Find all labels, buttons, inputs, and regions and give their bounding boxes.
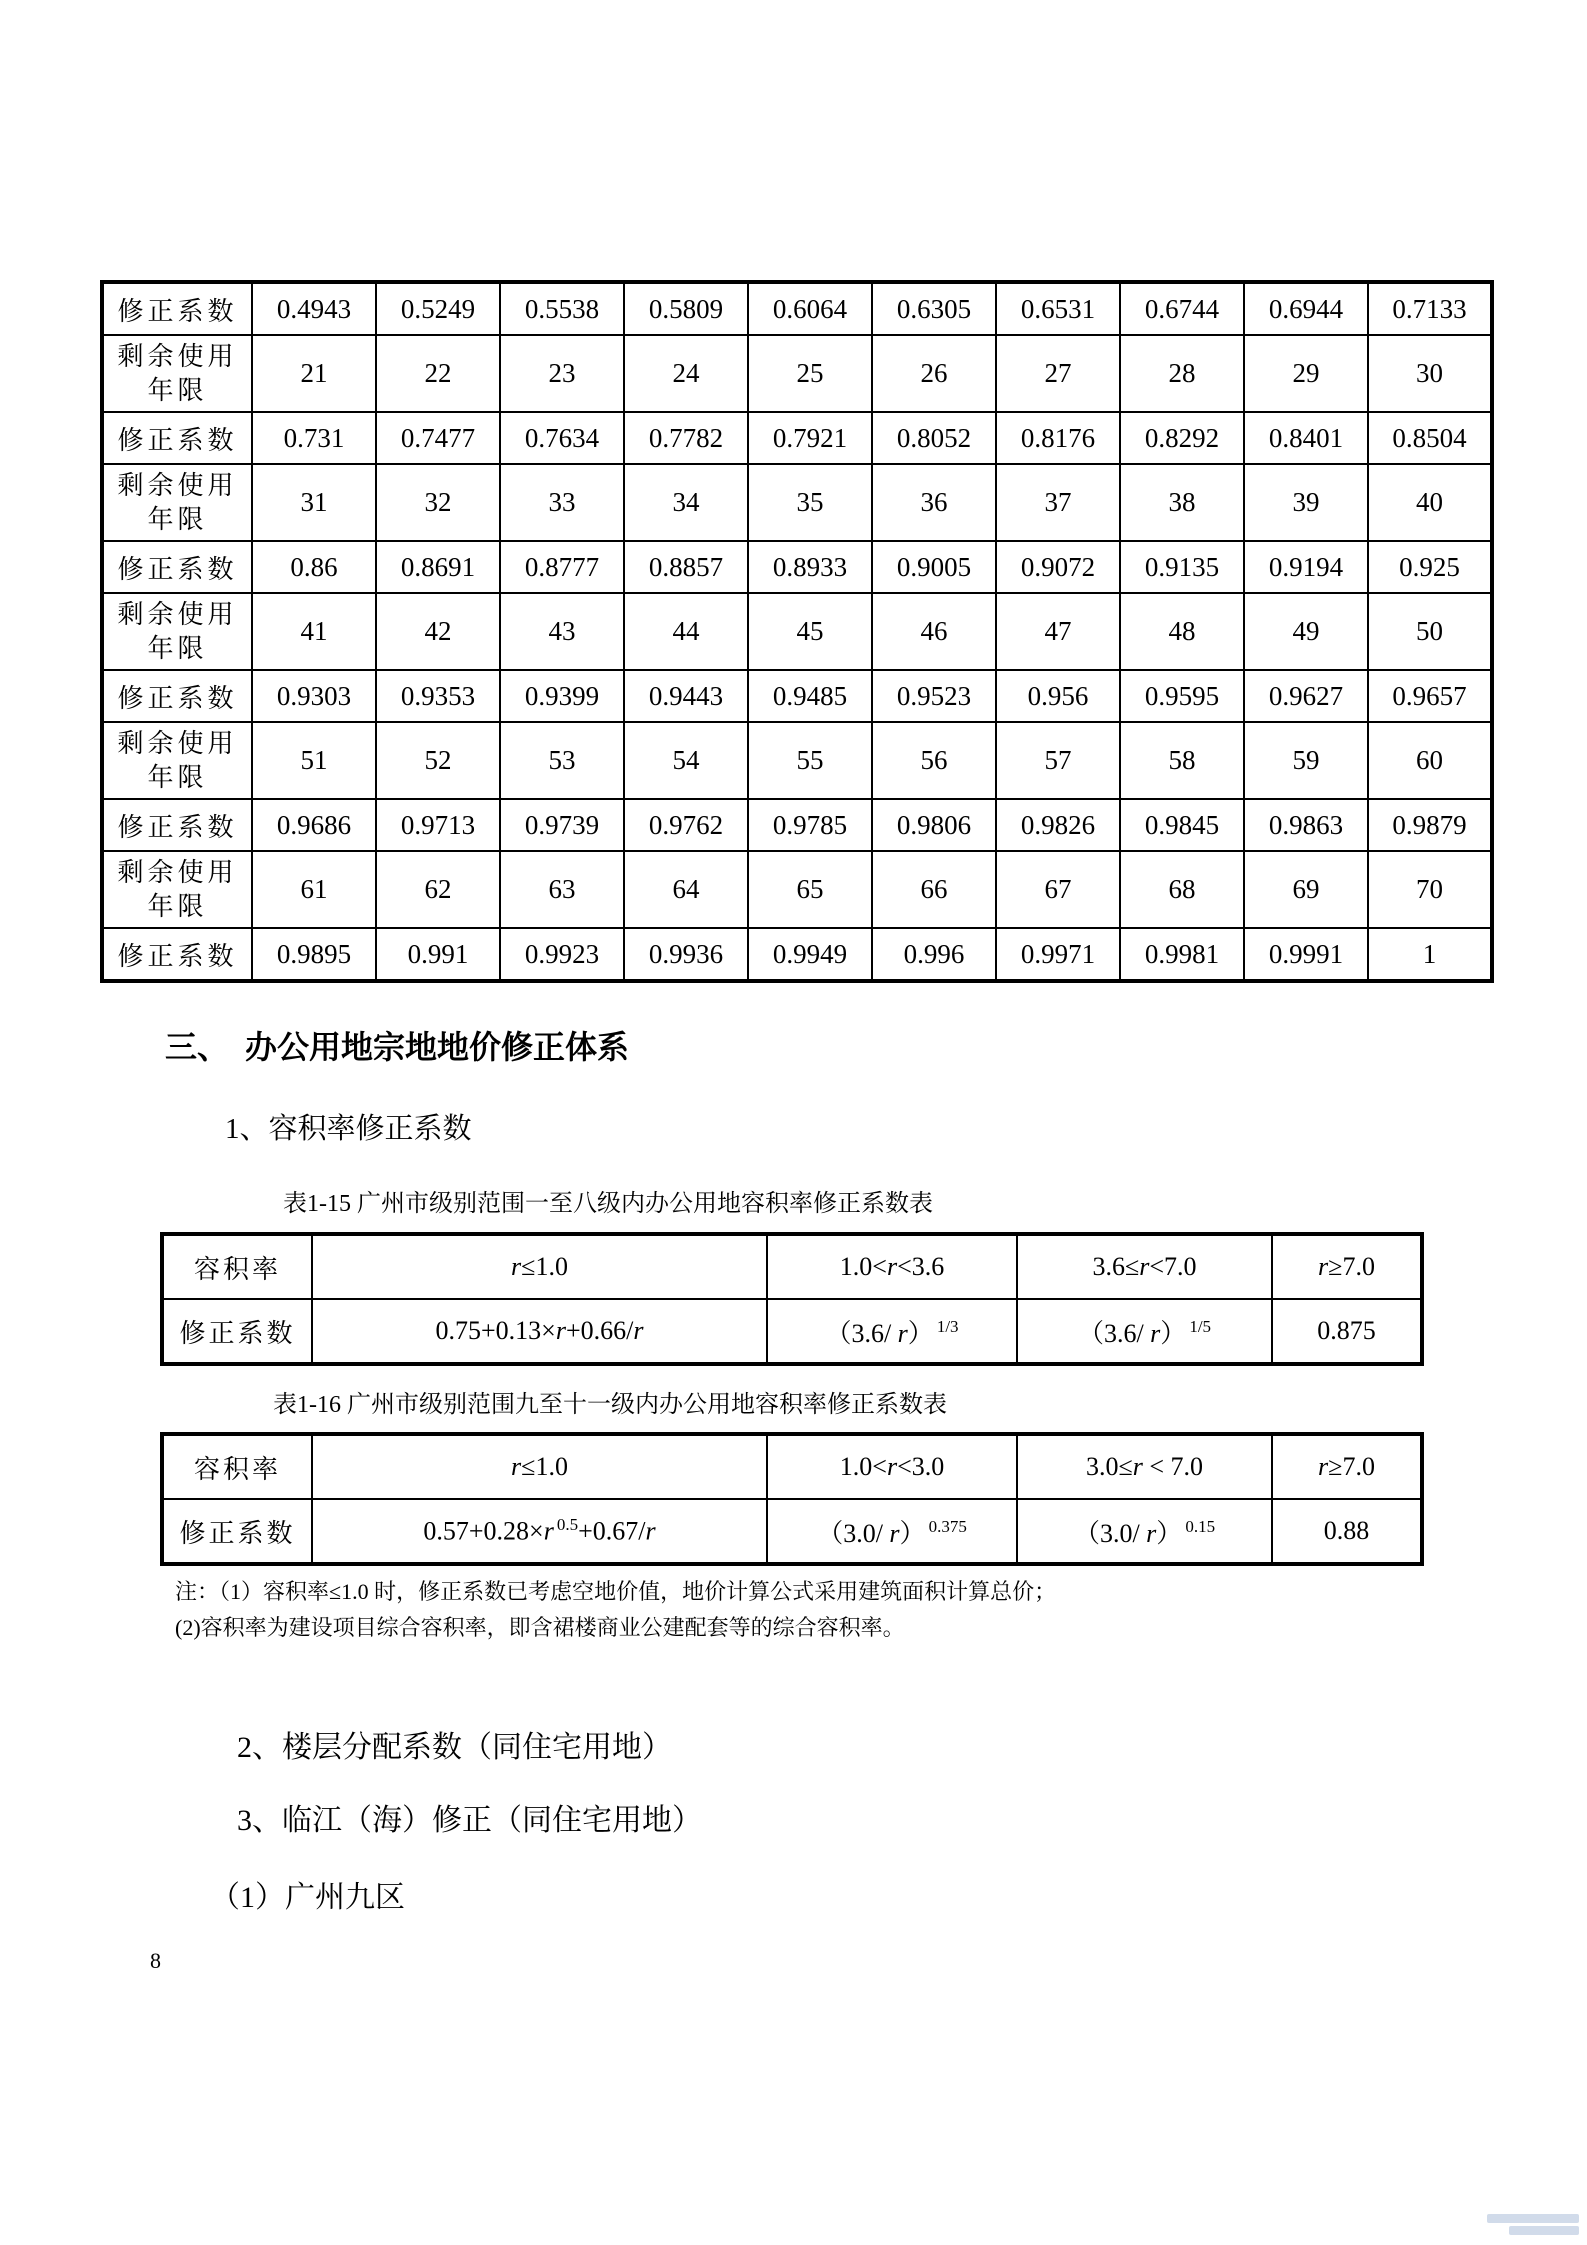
coefficient-row (102, 799, 1492, 851)
years-value-cell: 47 (996, 593, 1120, 670)
formula-exponent: 0.5 (556, 1515, 579, 1535)
years-value-cell: 43 (500, 593, 624, 670)
coefficient-value-cell: 0.8691 (376, 541, 500, 593)
header-range-1-to-3: 1.0<r<3.0 (767, 1434, 1017, 1499)
years-value-cell: 32 (376, 464, 500, 541)
years-value-cell: 38 (1120, 464, 1244, 541)
years-value-cell: 68 (1120, 851, 1244, 928)
years-value-cell: 37 (996, 464, 1120, 541)
row-label: 修正系数 (102, 541, 252, 593)
formula-exponent: 0.375 (928, 1516, 967, 1536)
value-cell: 0.88 (1272, 1499, 1422, 1564)
years-value-cell: 26 (872, 335, 996, 412)
coefficient-value-cell: 0.731 (252, 412, 376, 464)
coefficient-value-cell: 0.9399 (500, 670, 624, 722)
years-value-cell: 24 (624, 335, 748, 412)
coefficient-value-cell: 0.8777 (500, 541, 624, 593)
header-volume-ratio: 容积率 (162, 1434, 312, 1499)
coefficient-value-cell: 0.9981 (1120, 928, 1244, 981)
header-range-le-1: r≤1.0 (312, 1434, 767, 1499)
formula-base: （3.6/ r） (1077, 1318, 1187, 1348)
row-label: 修正系数 (102, 799, 252, 851)
coefficient-value-cell: 0.9072 (996, 541, 1120, 593)
years-value-cell: 56 (872, 722, 996, 799)
coefficient-value-cell: 0.7921 (748, 412, 872, 464)
years-value-cell: 70 (1368, 851, 1492, 928)
years-value-cell: 21 (252, 335, 376, 412)
years-value-cell: 31 (252, 464, 376, 541)
years-value-cell: 55 (748, 722, 872, 799)
formula-exponent: 1/3 (936, 1316, 959, 1336)
coefficient-value-cell: 0.9627 (1244, 670, 1368, 722)
coefficient-value-cell: 0.9936 (624, 928, 748, 981)
coefficient-value-cell: 0.9739 (500, 799, 624, 851)
row-label: 修正系数 (102, 412, 252, 464)
years-value-cell: 28 (1120, 335, 1244, 412)
header-range-3-to-7: 3.0≤r < 7.0 (1017, 1434, 1272, 1499)
coefficient-value-cell: 0.9485 (748, 670, 872, 722)
coefficient-row (102, 670, 1492, 722)
years-value-cell: 22 (376, 335, 500, 412)
years-value-cell: 25 (748, 335, 872, 412)
coefficient-value-cell: 0.8176 (996, 412, 1120, 464)
coefficient-value-cell: 0.956 (996, 670, 1120, 722)
coefficient-value-cell: 0.7634 (500, 412, 624, 464)
coefficient-value-cell: 0.5249 (376, 282, 500, 335)
coefficient-value-cell: 0.9845 (1120, 799, 1244, 851)
table-1-16-value-row (162, 1499, 1422, 1564)
coefficient-row (102, 282, 1492, 335)
years-value-cell: 29 (1244, 335, 1368, 412)
formula-base: +0.67/r (578, 1516, 656, 1546)
years-value-cell: 49 (1244, 593, 1368, 670)
remaining-years-row (102, 851, 1492, 928)
years-value-cell: 33 (500, 464, 624, 541)
table-1-16-caption: 表1-16 广州市级别范围九至十一级内办公用地容积率修正系数表 (273, 1392, 947, 1418)
year-adjust-table-body (102, 282, 1492, 981)
years-value-cell: 48 (1120, 593, 1244, 670)
coefficient-value-cell: 0.7133 (1368, 282, 1492, 335)
coefficient-value-cell: 0.6064 (748, 282, 872, 335)
coefficient-value-cell: 0.9303 (252, 670, 376, 722)
years-value-cell: 61 (252, 851, 376, 928)
coefficient-value-cell: 0.9657 (1368, 670, 1492, 722)
coefficient-value-cell: 0.9991 (1244, 928, 1368, 981)
years-value-cell: 60 (1368, 722, 1492, 799)
remaining-years-row (102, 722, 1492, 799)
watermark (1487, 2211, 1579, 2235)
years-value-cell: 65 (748, 851, 872, 928)
header-range-3-6-to-7: 3.6≤r<7.0 (1017, 1234, 1272, 1299)
coefficient-row (102, 928, 1492, 981)
row-label-coefficient: 修正系数 (162, 1499, 312, 1564)
years-value-cell: 58 (1120, 722, 1244, 799)
remaining-years-row (102, 464, 1492, 541)
years-value-cell: 35 (748, 464, 872, 541)
formula-cell (767, 1299, 1017, 1364)
coefficient-value-cell: 0.8857 (624, 541, 748, 593)
years-value-cell: 51 (252, 722, 376, 799)
coefficient-value-cell: 0.5538 (500, 282, 624, 335)
page-number: 8 (150, 1948, 161, 1973)
coefficient-row (102, 412, 1492, 464)
formula-cell (1017, 1499, 1272, 1564)
formula-exponent: 1/5 (1189, 1316, 1212, 1336)
coefficient-value-cell: 0.9686 (252, 799, 376, 851)
row-label: 剩余使用 年限 (102, 464, 252, 541)
years-value-cell: 54 (624, 722, 748, 799)
table-1-15 (160, 1232, 1424, 1366)
table-1-15-caption: 表1-15 广州市级别范围一至八级内办公用地容积率修正系数表 (283, 1191, 933, 1217)
coefficient-value-cell: 0.6944 (1244, 282, 1368, 335)
years-value-cell: 45 (748, 593, 872, 670)
header-range-ge-7: r≥7.0 (1272, 1234, 1422, 1299)
years-value-cell: 30 (1368, 335, 1492, 412)
row-label: 剩余使用 年限 (102, 593, 252, 670)
coefficient-value-cell: 0.8292 (1120, 412, 1244, 464)
coefficient-value-cell: 0.9595 (1120, 670, 1244, 722)
formula-cell: 0.75+0.13×r+0.66/r (312, 1299, 767, 1364)
table-1-15-header-row (162, 1234, 1422, 1299)
coefficient-value-cell: 0.4943 (252, 282, 376, 335)
section-heading: 三、 办公用地宗地地价修正体系 (165, 1029, 630, 1065)
years-value-cell: 67 (996, 851, 1120, 928)
coefficient-value-cell: 0.9135 (1120, 541, 1244, 593)
formula-base: 0.57+0.28×r (423, 1516, 554, 1546)
years-value-cell: 50 (1368, 593, 1492, 670)
row-label: 修正系数 (102, 928, 252, 981)
coefficient-value-cell: 0.9923 (500, 928, 624, 981)
coefficient-value-cell: 0.9762 (624, 799, 748, 851)
row-label: 剩余使用 年限 (102, 851, 252, 928)
formula-cell (767, 1499, 1017, 1564)
formula-cell (1017, 1299, 1272, 1364)
coefficient-value-cell: 0.86 (252, 541, 376, 593)
years-value-cell: 44 (624, 593, 748, 670)
row-label: 剩余使用 年限 (102, 722, 252, 799)
table-1-15-value-row (162, 1299, 1422, 1364)
coefficient-value-cell: 1 (1368, 928, 1492, 981)
coefficient-value-cell: 0.9353 (376, 670, 500, 722)
coefficient-value-cell: 0.8052 (872, 412, 996, 464)
years-value-cell: 57 (996, 722, 1120, 799)
coefficient-value-cell: 0.925 (1368, 541, 1492, 593)
header-range-1-to-3-6: 1.0<r<3.6 (767, 1234, 1017, 1299)
formula-cell (312, 1499, 767, 1564)
remaining-years-row (102, 593, 1492, 670)
subsection-3-sub-1: （1）广州九区 (210, 1881, 405, 1914)
years-value-cell: 41 (252, 593, 376, 670)
years-value-cell: 69 (1244, 851, 1368, 928)
row-label: 修正系数 (102, 670, 252, 722)
watermark-line (1487, 2214, 1579, 2223)
coefficient-value-cell: 0.9005 (872, 541, 996, 593)
years-value-cell: 52 (376, 722, 500, 799)
coefficient-value-cell: 0.5809 (624, 282, 748, 335)
coefficient-value-cell: 0.7477 (376, 412, 500, 464)
coefficient-value-cell: 0.6744 (1120, 282, 1244, 335)
coefficient-row (102, 541, 1492, 593)
remaining-years-row (102, 335, 1492, 412)
table-notes (175, 1574, 1445, 1646)
coefficient-value-cell: 0.8933 (748, 541, 872, 593)
formula-base: （3.6/ r） (825, 1318, 934, 1348)
coefficient-value-cell: 0.996 (872, 928, 996, 981)
years-value-cell: 42 (376, 593, 500, 670)
years-value-cell: 36 (872, 464, 996, 541)
years-value-cell: 40 (1368, 464, 1492, 541)
years-value-cell: 39 (1244, 464, 1368, 541)
coefficient-value-cell: 0.9194 (1244, 541, 1368, 593)
value-cell: 0.875 (1272, 1299, 1422, 1364)
coefficient-value-cell: 0.9713 (376, 799, 500, 851)
coefficient-value-cell: 0.6305 (872, 282, 996, 335)
coefficient-value-cell: 0.991 (376, 928, 500, 981)
years-value-cell: 27 (996, 335, 1120, 412)
years-value-cell: 66 (872, 851, 996, 928)
years-value-cell: 62 (376, 851, 500, 928)
note-line-2: (2)容积率为建设项目综合容积率，即含裙楼商业公建配套等的综合容积率。 (175, 1615, 905, 1640)
coefficient-value-cell: 0.9863 (1244, 799, 1368, 851)
coefficient-value-cell: 0.9785 (748, 799, 872, 851)
coefficient-value-cell: 0.9443 (624, 670, 748, 722)
formula-exponent: 0.15 (1185, 1516, 1216, 1536)
coefficient-value-cell: 0.9971 (996, 928, 1120, 981)
subsection-3-title: 3、临江（海）修正（同住宅用地） (237, 1804, 702, 1837)
coefficient-value-cell: 0.9879 (1368, 799, 1492, 851)
coefficient-value-cell: 0.8504 (1368, 412, 1492, 464)
remaining-years-coefficient-table (100, 280, 1494, 983)
coefficient-value-cell: 0.6531 (996, 282, 1120, 335)
subsection-1-title: 1、容积率修正系数 (225, 1113, 472, 1145)
table-1-16-header-row (162, 1434, 1422, 1499)
formula-base: （3.0/ r） (1073, 1518, 1183, 1548)
table-1-16 (160, 1432, 1424, 1566)
years-value-cell: 46 (872, 593, 996, 670)
years-value-cell: 64 (624, 851, 748, 928)
coefficient-value-cell: 0.9826 (996, 799, 1120, 851)
years-value-cell: 59 (1244, 722, 1368, 799)
years-value-cell: 23 (500, 335, 624, 412)
formula-base: （3.0/ r） (817, 1518, 926, 1548)
watermark-line (1509, 2226, 1579, 2235)
row-label-coefficient: 修正系数 (162, 1299, 312, 1364)
coefficient-value-cell: 0.9949 (748, 928, 872, 981)
header-range-le-1: r≤1.0 (312, 1234, 767, 1299)
years-value-cell: 34 (624, 464, 748, 541)
coefficient-value-cell: 0.9895 (252, 928, 376, 981)
header-range-ge-7: r≥7.0 (1272, 1434, 1422, 1499)
coefficient-value-cell: 0.8401 (1244, 412, 1368, 464)
row-label: 剩余使用 年限 (102, 335, 252, 412)
note-line-1: 注：（1）容积率≤1.0 时，修正系数已考虑空地价值，地价计算公式采用建筑面积计算总价； (175, 1579, 1057, 1604)
header-volume-ratio: 容积率 (162, 1234, 312, 1299)
coefficient-value-cell: 0.9523 (872, 670, 996, 722)
years-value-cell: 63 (500, 851, 624, 928)
years-value-cell: 53 (500, 722, 624, 799)
coefficient-value-cell: 0.7782 (624, 412, 748, 464)
subsection-2-title: 2、楼层分配系数（同住宅用地） (237, 1731, 672, 1764)
coefficient-value-cell: 0.9806 (872, 799, 996, 851)
row-label: 修正系数 (102, 282, 252, 335)
